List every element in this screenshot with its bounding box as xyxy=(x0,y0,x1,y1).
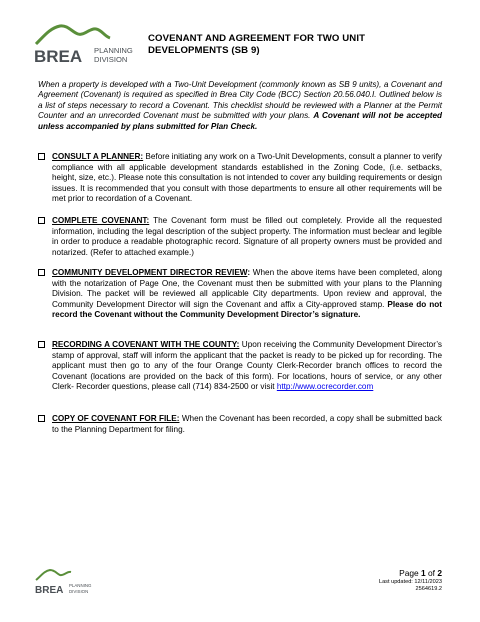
logo-word: BREA xyxy=(34,47,83,66)
checklist-item-complete xyxy=(38,216,442,258)
checklist-item-copy xyxy=(38,414,442,435)
brea-planning-logo xyxy=(34,22,144,68)
logo-line2: DIVISION xyxy=(94,55,128,64)
footer-logo-word: BREA xyxy=(35,585,64,596)
item-heading: RECORDING A COVENANT WITH THE COUNTY: xyxy=(52,340,240,349)
checkbox[interactable] xyxy=(38,415,45,422)
title-line-1: COVENANT AND AGREEMENT FOR TWO UNIT xyxy=(148,33,366,44)
item-bold-tail: Please do not record the Covenant without the Community Development Director’s signature. xyxy=(52,299,443,320)
page-num: 1 xyxy=(421,568,426,578)
item-body: Before initiating any work on a Two-Unit Developments, consult a planner to verify compliance with all applicable development standards established in the Zoning Code, (i.e. setbacks, height, size, etc.). Please note this consultation is not intended to cover any building requirements or design issues. It is recommended that you consult with those departments to ensure all other requirements will be met prior to recordation of a Covenant. xyxy=(52,152,442,204)
document-title xyxy=(148,33,428,57)
page-number xyxy=(379,568,442,579)
page-word: Page xyxy=(399,568,419,578)
document-id: 2564619.2 xyxy=(415,586,442,592)
item-heading: COMPLETE COVENANT: xyxy=(52,216,150,225)
title-line-2: DEVELOPMENTS (SB 9) xyxy=(148,45,260,56)
checklist-item-consult xyxy=(38,152,442,205)
logo-mountain-icon xyxy=(36,26,110,44)
page-total: 2 xyxy=(437,568,442,578)
footer-logo-mountain-icon xyxy=(36,570,71,580)
footer-logo xyxy=(35,568,97,596)
footer-info xyxy=(379,568,442,593)
checkbox[interactable] xyxy=(38,153,45,160)
ocrecorder-link[interactable]: http://www.ocrecorder.com xyxy=(276,382,374,392)
item-body: When the Covenant has been recorded, a copy shall be submitted back to the Planning Department for filing. xyxy=(52,414,442,434)
checkbox[interactable] xyxy=(38,269,45,276)
last-updated: Last updated: 12/11/2023 xyxy=(378,579,442,585)
footer-logo-line1: PLANNING xyxy=(69,583,92,588)
footer-logo-line2: DIVISION xyxy=(69,589,89,594)
item-heading-colon: : xyxy=(247,268,251,277)
item-body: Upon receiving the Community Development Director’s stamp of approval, staff will inform the applicant that the packet is ready to be picked up for recording. The applicant must then go to any of the four Orange County Clerk-Recorder branch offices to record the Covenant (locations are provided on the back of this form). For locations, hours of service, or any other Clerk- Recorder questions, please call (714) 834-2500 or visit xyxy=(52,340,442,392)
item-heading: COMMUNITY DEVELOPMENT DIRECTOR REVIEW xyxy=(52,268,248,277)
checklist-item-director-review xyxy=(38,268,442,321)
item-body: The Covenant form must be filled out completely. Provide all the requested information, including the legal description of the subject property. The information must beclear and legible in order to produce a readable photographic record. Signature of all property owners must be provided and notarized. (Refer to attached example.) xyxy=(52,216,442,257)
intro-text: When a property is developed with a Two-Unit Development (commonly known as SB 9 units), a Covenant and Agreement (Covenant) is required as specified in Brea City Code (BCC) Section 20.56.040.I. Outlined below is a list of steps necessary to record a Covenant. This checklist should be reviewed with a Planner at the Permit Counter and an unrecorded Covenant must be submitted with your plans. xyxy=(38,80,442,121)
checkbox[interactable] xyxy=(38,341,45,348)
of-word: of xyxy=(428,568,435,578)
checkbox[interactable] xyxy=(38,217,45,224)
logo-line1: PLANNING xyxy=(94,46,133,55)
item-heading: COPY OF COVENANT FOR FILE: xyxy=(52,414,180,423)
item-heading: CONSULT A PLANNER: xyxy=(52,152,144,161)
checklist-item-recording xyxy=(38,340,442,393)
intro-bold: A Covenant will not be accepted unless accompanied by plans submitted for Plan Check. xyxy=(38,111,443,131)
intro-paragraph xyxy=(38,80,442,132)
item-body: When the above items have been completed, along with the notarization of Page One, the Covenant must then be submitted with your plans to the Planning Division. The packet will be reviewed all applicable City departments. Upon review and approval, the Community Development Director will sign the Covenant and affix a City-approved stamp. xyxy=(52,268,442,309)
